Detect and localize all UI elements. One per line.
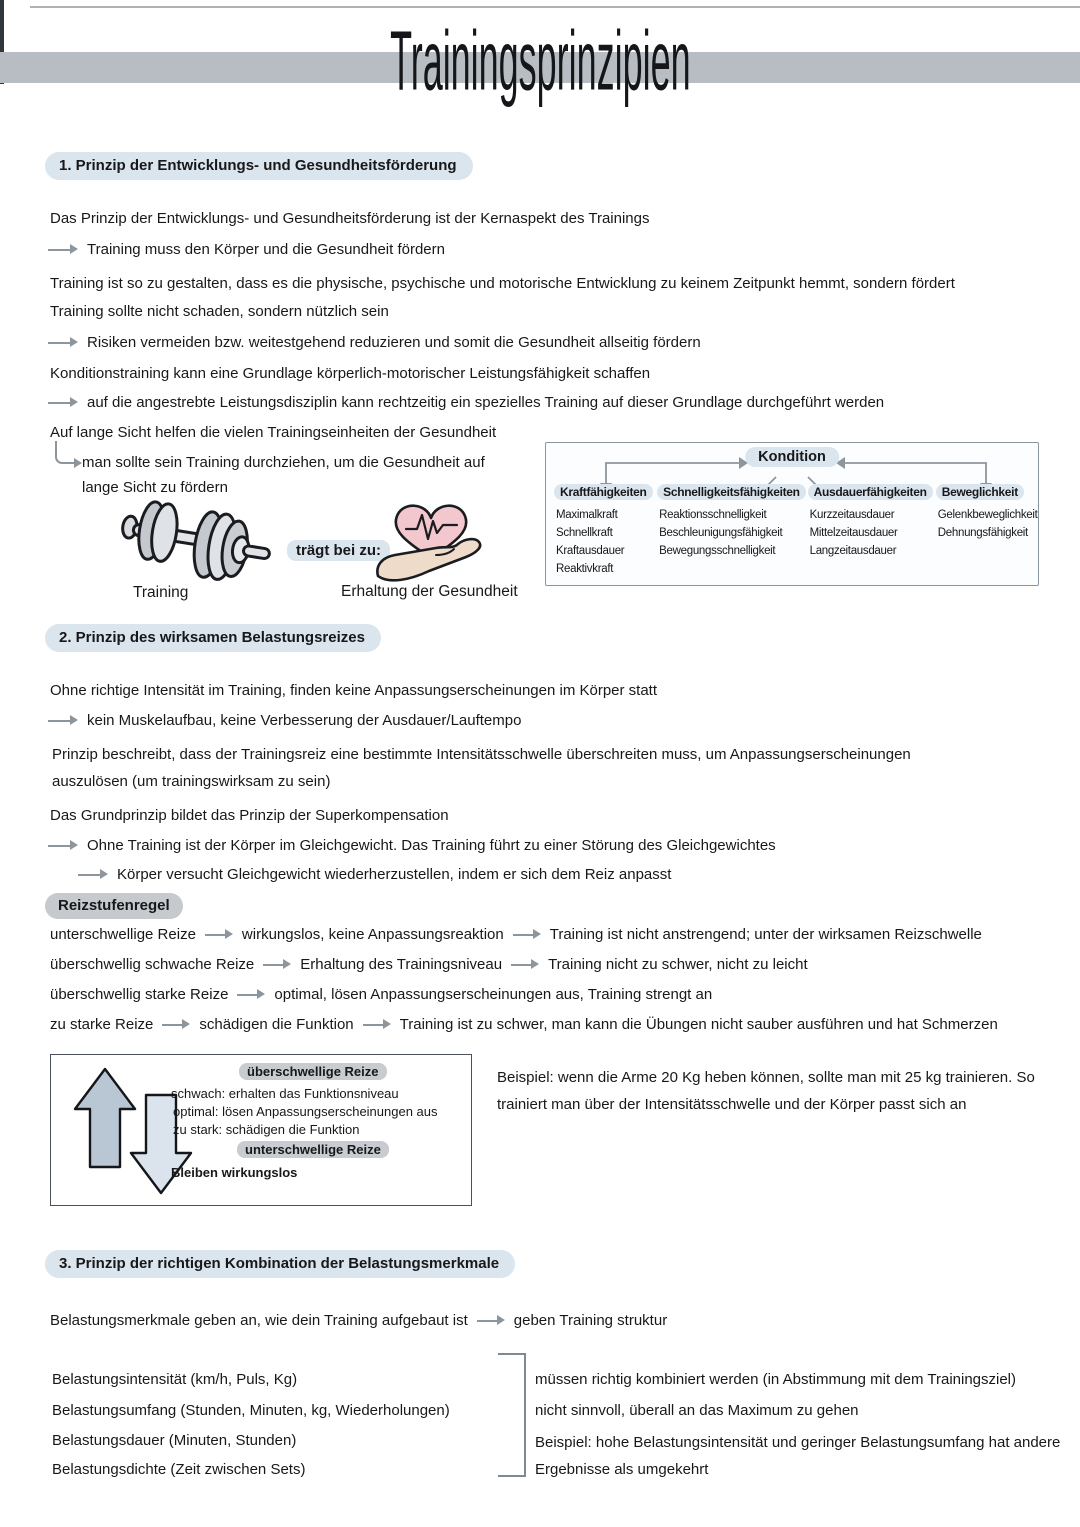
rule-text: Training ist zu schwer, man kann die Übungen nicht sauber ausführen und hat Schmerzen — [399, 1016, 998, 1033]
right-arrow-icon — [48, 715, 78, 726]
column-item: Schnellkraft — [556, 527, 613, 539]
right-arrow-icon — [48, 397, 78, 408]
note-text: geben Training struktur — [513, 1312, 668, 1329]
note-line: Konditionstraining kann eine Grundlage körperlich-motorischer Leistungsfähigkeit schaffen — [50, 365, 651, 382]
section1-header: 1. Prinzip der Entwicklungs- und Gesundheitsförderung — [45, 152, 473, 180]
stimulus-box — [50, 1054, 472, 1206]
note-line: Ohne richtige Intensität im Training, finden keine Anpassungserscheinungen im Körper statt — [50, 682, 658, 699]
note-line: auszulösen (um trainingswirksam zu sein) — [52, 773, 331, 790]
load-note: Beispiel: hohe Belastungsintensität und geringer Belastungsumfang hat andere Ergebnisse als umgekehrt — [535, 1434, 1061, 1478]
kondition-columns — [554, 483, 1038, 578]
note-text: auf die angestrebte Leistungsdisziplin kann rechtzeitig ein spezielles Training auf dieser Grundlage durchgeführt werden — [87, 394, 885, 411]
rule-text: schädigen die Funktion — [199, 1016, 354, 1033]
rule-line — [50, 955, 808, 975]
note-line — [48, 836, 776, 856]
note-line: Training ist so zu gestalten, dass es die physische, psychische und motorische Entwicklung zu keinem Zeitpunkt hemmt, sondern fördert — [50, 275, 955, 292]
rule-text: wirkungslos, keine Anpassungsreaktion — [241, 926, 504, 943]
rule-text: optimal, lösen Anpassungserscheinungen aus, Training strengt an — [274, 986, 713, 1003]
note-text: kein Muskelaufbau, keine Verbesserung der Ausdauer/Lauftempo — [87, 712, 522, 729]
right-arrow-icon — [48, 244, 78, 255]
right-arrow-icon — [511, 959, 539, 970]
rule-line — [50, 1015, 998, 1035]
rule-line — [50, 985, 712, 1005]
training-label: Training — [133, 584, 189, 601]
column-item: Kurzzeitausdauer — [809, 509, 895, 521]
note-text: Belastungsmerkmale geben an, wie dein Training aufgebaut ist — [50, 1312, 468, 1329]
elbow-arrow-icon — [55, 441, 74, 464]
column-item: Reaktionsschnelligkeit — [659, 509, 767, 521]
page-title — [0, 14, 1080, 109]
load-item: Belastungsintensität (km/h, Puls, Kg) — [52, 1371, 298, 1388]
stimulus-line: zu stark: schädigen die Funktion — [173, 1122, 360, 1137]
note-line — [48, 393, 884, 413]
right-arrow-icon — [513, 929, 541, 940]
note-text: Risiken vermeiden bzw. weitestgehend reduzieren und somit die Gesundheit allseitig fördern — [87, 334, 701, 351]
column-header: Beweglichkeit — [936, 484, 1024, 500]
rule-text: Erhaltung des Trainingsniveau — [300, 956, 503, 973]
load-note: nicht sinnvoll, überall an das Maximum zu gehen — [535, 1402, 859, 1419]
column-item: Maximalkraft — [556, 509, 618, 521]
load-item: Belastungsdichte (Zeit zwischen Sets) — [52, 1461, 306, 1478]
reizstufenregel-badge: Reizstufenregel — [45, 893, 183, 919]
note-line: lange Sicht zu fördern — [82, 479, 228, 496]
note-line — [50, 1311, 667, 1331]
section3-header: 3. Prinzip der richtigen Kombination der Belastungsmerkmale — [45, 1250, 515, 1278]
column-item: Kraftausdauer — [556, 545, 625, 557]
rule-line — [50, 925, 982, 945]
rule-text: überschwellig schwache Reize — [50, 956, 255, 973]
kondition-title: Kondition — [745, 447, 839, 467]
right-arrow-icon — [162, 1019, 190, 1030]
column-header: Ausdauerfähigkeiten — [808, 484, 933, 500]
right-arrow-icon — [477, 1315, 505, 1326]
column-item: Bewegungsschnelligkeit — [659, 545, 776, 557]
right-arrow-icon — [363, 1019, 391, 1030]
note-line: Auf lange Sicht helfen die vielen Trainingseinheiten der Gesundheit — [50, 424, 497, 441]
note-text: Körper versucht Gleichgewicht wiederherzustellen, indem er sich dem Reiz anpasst — [117, 866, 672, 883]
column-item: Beschleunigungsfähigkeit — [659, 527, 783, 539]
note-line: man sollte sein Training durchziehen, um die Gesundheit auf — [82, 454, 485, 471]
note-text: Ohne Training ist der Körper im Gleichgewicht. Das Training führt zu einer Störung des Gleichgewichtes — [87, 837, 776, 854]
right-arrow-icon — [48, 337, 78, 348]
column-item: Mittelzeitausdauer — [809, 527, 898, 539]
right-arrow-icon — [237, 989, 265, 1000]
right-arrow-icon — [48, 840, 78, 851]
stimulus-line: Bleiben wirkungslos — [171, 1165, 298, 1180]
note-line: Prinzip beschreibt, dass der Trainingsreiz eine bestimmte Intensitätsschwelle überschreiten muss, um Anpassungserscheinungen — [52, 746, 911, 763]
note-line: Das Grundprinzip bildet das Prinzip der Superkompensation — [50, 807, 449, 824]
stimulus-line: optimal: lösen Anpassungserscheinungen aus — [173, 1104, 438, 1119]
column-header: Kraftfähigkeiten — [554, 484, 653, 500]
rule-text: zu starke Reize — [50, 1016, 154, 1033]
rule-text: unterschwellige Reize — [50, 926, 196, 943]
right-arrow-icon — [205, 929, 233, 940]
column-item: Dehnungsfähigkeit — [937, 527, 1028, 539]
kondition-column — [936, 483, 1038, 578]
column-item: Gelenkbeweglichkeit — [937, 509, 1038, 521]
note-line: Training sollte nicht schaden, sondern nützlich sein — [50, 303, 389, 320]
bracket — [498, 1353, 526, 1477]
kondition-box — [545, 442, 1039, 586]
column-item: Reaktivkraft — [556, 563, 614, 575]
page-title-text: Trainingsprinzipien — [389, 14, 691, 109]
health-label: Erhaltung der Gesundheit — [341, 583, 518, 600]
section2-header: 2. Prinzip des wirksamen Belastungsreizes — [45, 624, 381, 652]
kondition-column — [808, 483, 926, 578]
load-item: Belastungsdauer (Minuten, Stunden) — [52, 1432, 297, 1449]
note-line — [48, 240, 445, 260]
rule-text: überschwellig starke Reize — [50, 986, 229, 1003]
load-item: Belastungsumfang (Stunden, Minuten, kg, Wiederholungen) — [52, 1402, 450, 1419]
unterschwellige-reize-label: unterschwellige Reize — [237, 1141, 389, 1158]
column-item: Langzeitausdauer — [809, 545, 897, 557]
note-text: Training muss den Körper und die Gesundheit fördern — [87, 241, 445, 258]
stimulus-line: schwach: erhalten das Funktionsniveau — [171, 1086, 399, 1101]
contributes-caption: trägt bei zu: — [287, 540, 390, 561]
kondition-column — [554, 483, 647, 578]
rule-text: Training nicht zu schwer, nicht zu leicht — [548, 956, 808, 973]
load-note: müssen richtig kombiniert werden (in Abstimmung mit dem Trainingsziel) — [535, 1371, 1017, 1388]
note-line — [48, 711, 521, 731]
right-arrow-icon — [263, 959, 291, 970]
column-header: Schnelligkeitsfähigkeiten — [657, 484, 806, 500]
dumbbell-icon — [108, 496, 288, 592]
rule-text: Training ist nicht anstrengend; unter der wirksamen Reizschwelle — [549, 926, 982, 943]
heart-health-icon — [372, 492, 490, 587]
kondition-column — [657, 483, 800, 578]
note-line — [78, 865, 671, 885]
note-line: Das Prinzip der Entwicklungs- und Gesundheitsförderung ist der Kernaspekt des Trainings — [50, 210, 650, 227]
ueberschwellige-reize-label: überschwellige Reize — [239, 1063, 387, 1080]
note-line — [48, 333, 701, 353]
right-arrow-icon — [78, 869, 108, 880]
page-top-edge — [30, 6, 1080, 8]
example-text: Beispiel: wenn die Arme 20 Kg heben können, sollte man mit 25 kg trainieren. So trainiert man über der Intensitätsschwelle und der Körper passt sich an — [497, 1069, 1035, 1113]
